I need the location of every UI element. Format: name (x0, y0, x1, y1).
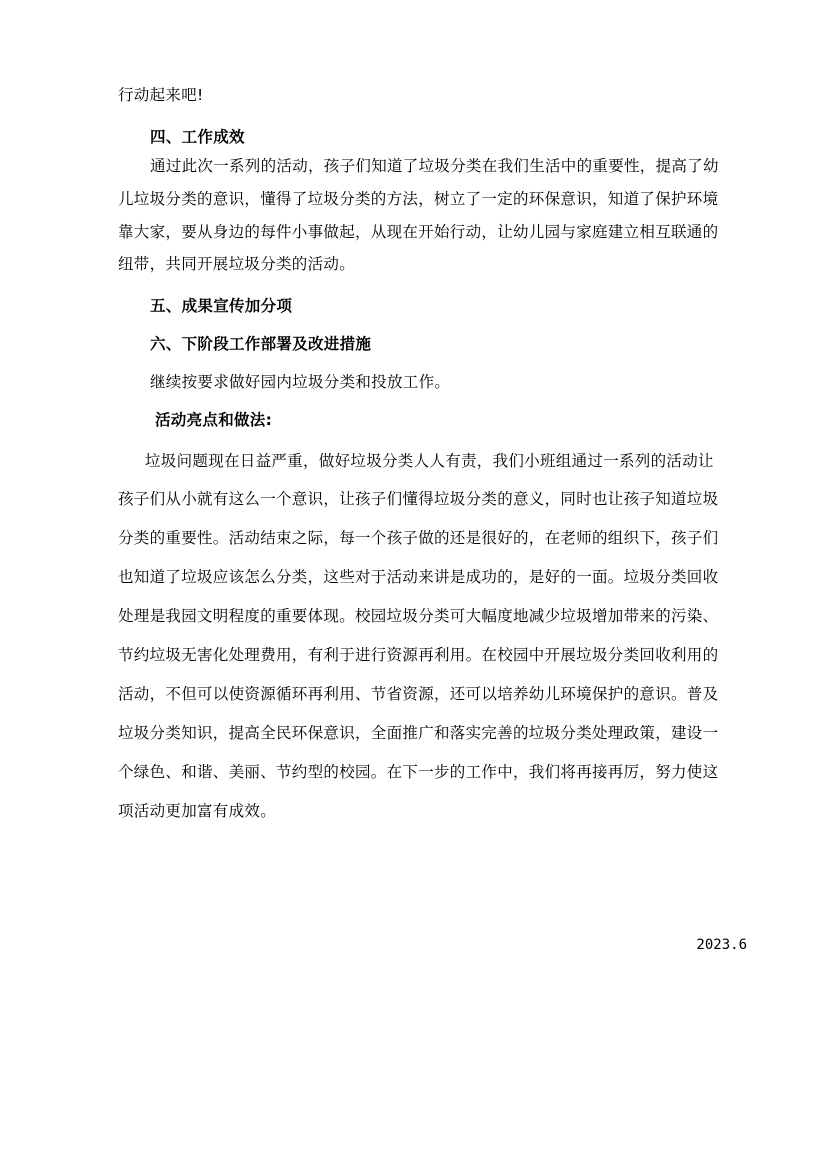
section-heading-5: 五、成果宣传加分项 (150, 297, 293, 315)
text-line: 处理是我园文明程度的重要体现。校园垃圾分类可大幅度地减少垃圾增加带来的污染、 (118, 607, 719, 625)
text-line: 垃圾问题现在日益严重，做好垃圾分类人人有责，我们小班组通过一系列的活动让 (145, 452, 714, 470)
text-line: 活动，不但可以使资源循环再利用、节省资源，还可以培养幼儿环境保护的意识。普及 (118, 685, 719, 703)
text-line: 节约垃圾无害化处理费用，有利于进行资源再利用。在校园中开展垃圾分类回收利用的 (118, 646, 719, 664)
text-line: 通过此次一系列的活动，孩子们知道了垃圾分类在我们生活中的重要性，提高了幼 (150, 157, 719, 175)
text-line: 分类的重要性。活动结束之际，每一个孩子做的还是很好的，在老师的组织下，孩子们 (118, 529, 719, 547)
highlights-heading: 活动亮点和做法: (155, 411, 273, 429)
text-line: 个绿色、和谐、美丽、节约型的校园。在下一步的工作中，我们将再接再厉，努力使这 (118, 763, 719, 781)
text-line: 行动起来吧! (118, 86, 204, 104)
text-line: 纽带，共同开展垃圾分类的活动。 (118, 255, 356, 273)
text-line: 孩子们从小就有这么一个意识，让孩子们懂得垃圾分类的意义，同时也让孩子知道垃圾 (118, 490, 719, 508)
text-line: 继续按要求做好园内垃圾分类和投放工作。 (150, 373, 451, 391)
text-line: 垃圾分类知识，提高全民环保意识，全面推广和落实完善的垃圾分类处理政策，建设一 (118, 724, 719, 742)
text-line: 项活动更加富有成效。 (118, 802, 277, 820)
text-line: 靠大家，要从身边的每件小事做起，从现在开始行动，让幼儿园与家庭建立相互联通的 (118, 223, 719, 241)
text-line: 也知道了垃圾应该怎么分类，这些对于活动来讲是成功的，是好的一面。垃圾分类回收 (118, 568, 719, 586)
section-heading-4: 四、工作成效 (150, 128, 245, 146)
section-heading-6: 六、下阶段工作部署及改进措施 (150, 335, 372, 353)
document-date: 2023.6 (696, 937, 747, 953)
text-line: 儿垃圾分类的意识，懂得了垃圾分类的方法，树立了一定的环保意识，知道了保护环境 (118, 190, 719, 208)
